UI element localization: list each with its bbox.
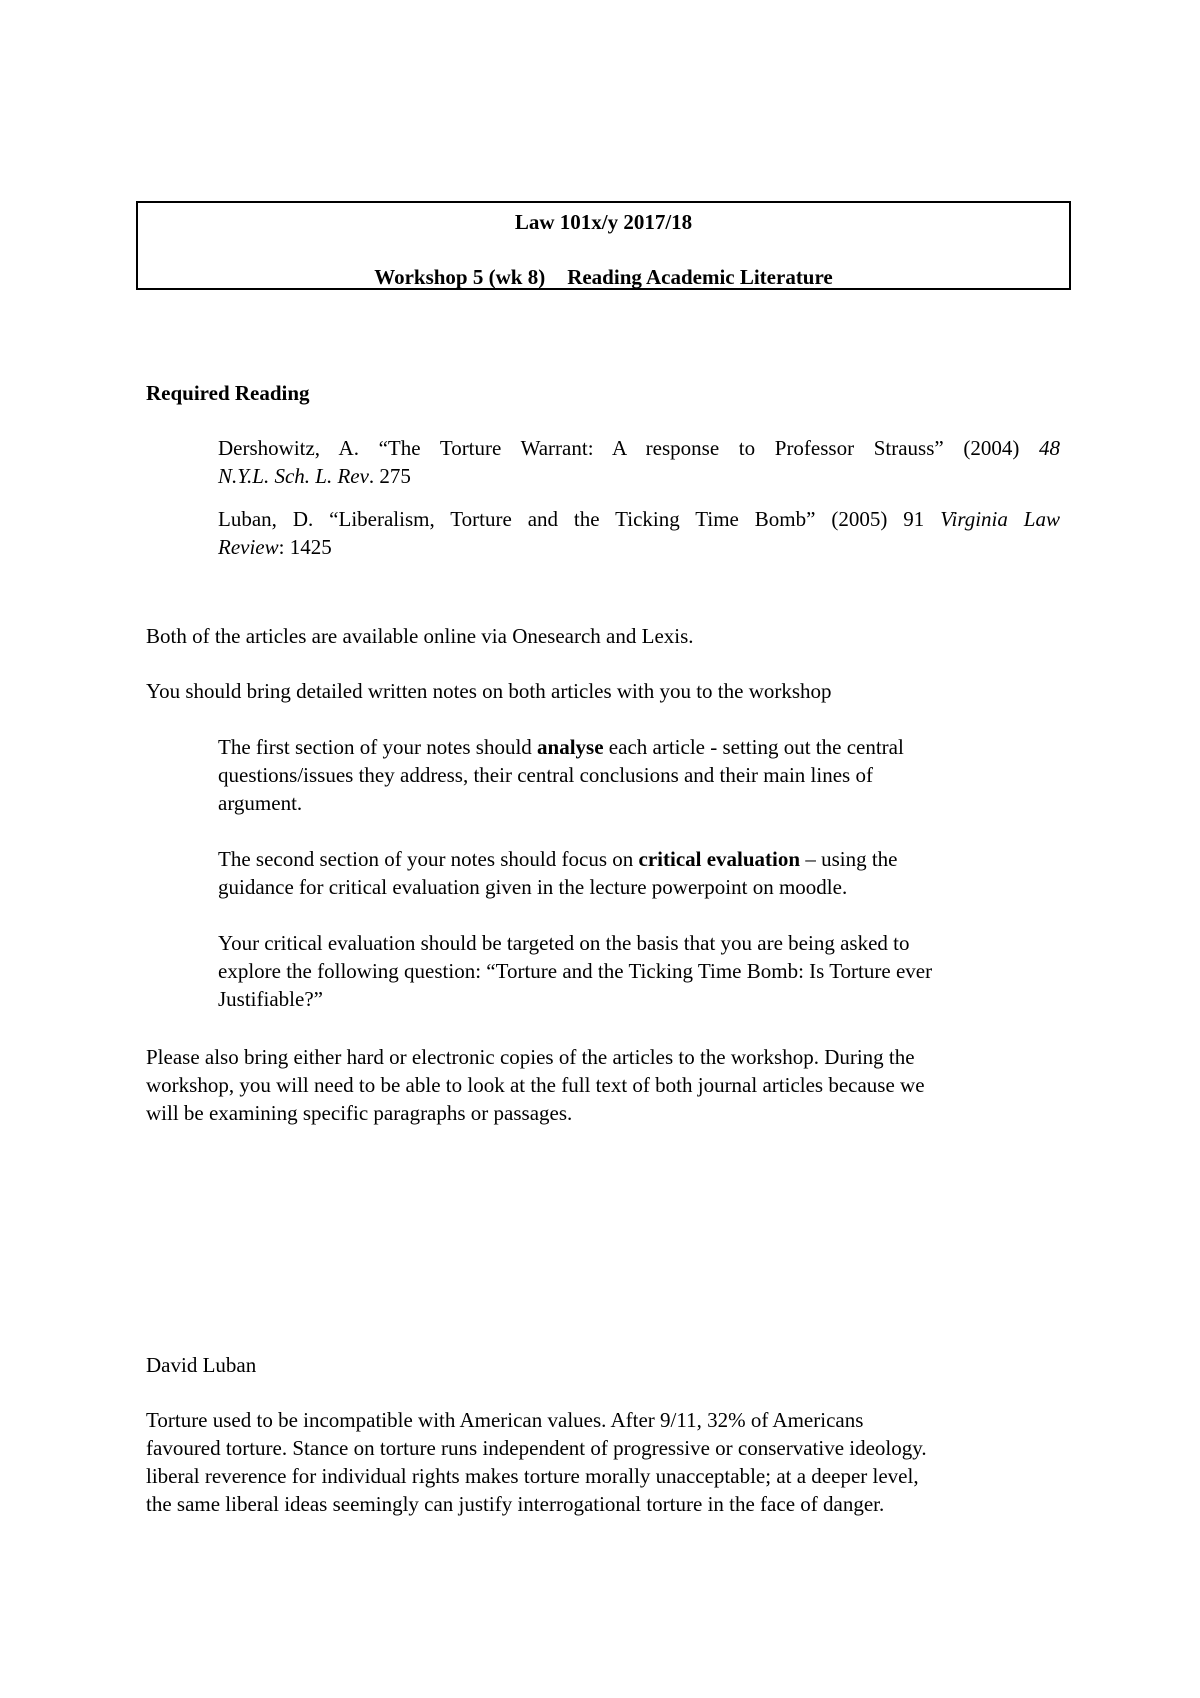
workshop-number: Workshop 5 (wk 8) (374, 265, 546, 289)
notes-first-section: The first section of your notes should analyse each article - setting out the central questions/issues they address, their central conclusions and their main lines of argument. (218, 735, 904, 815)
reference-line: Review: 1425 (218, 535, 332, 559)
analyse-emphasis: analyse (537, 735, 604, 759)
reference-line: Dershowitz, A. “The Torture Warrant: A response to Professor Strauss” (2004) 48 (218, 436, 1061, 460)
online-availability-text: Both of the articles are available online via Onesearch and Lexis. (146, 624, 694, 648)
reference-luban (218, 505, 1060, 561)
workshop-title (138, 265, 1069, 290)
reference-line: N.Y.L. Sch. L. Rev. 275 (218, 464, 411, 488)
author-heading: David Luban (146, 1353, 257, 1377)
bring-notes-text: You should bring detailed written notes on both articles with you to the workshop (146, 679, 832, 703)
course-title: Law 101x/y 2017/18 (514, 210, 693, 234)
reference-dershowitz (218, 434, 1060, 490)
critical-evaluation-emphasis: critical evaluation (638, 847, 801, 871)
notes-second-section: The second section of your notes should focus on critical evaluation – using the guidance for critical evaluation given in the lecture powerpoint on moodle. (218, 847, 898, 899)
luban-summary-paragraph: Torture used to be incompatible with American values. After 9/11, 32% of Americans favoured torture. Stance on torture runs independent of progressive or conservative ideology. liberal reverence for individual rights makes torture morally unacceptable; at a deeper level, the same liberal ideas seemingly can justify interrogational torture in the face of danger. (146, 1408, 927, 1516)
critical-evaluation-question: Your critical evaluation should be targeted on the basis that you are being asked to explore the following question: “Torture and the Ticking Time Bomb: Is Torture ever Justifiable?” (218, 931, 933, 1011)
reference-line: Luban, D. “Liberalism, Torture and the Ticking Time Bomb” (2005) 91 Virginia Law (218, 507, 1060, 531)
required-reading-heading: Required Reading (146, 381, 310, 405)
bring-copies-paragraph: Please also bring either hard or electronic copies of the articles to the workshop. During the workshop, you will need to be able to look at the full text of both journal articles because we will be examining specific paragraphs or passages. (146, 1045, 925, 1125)
title-box (136, 201, 1071, 290)
workshop-topic: Reading Academic Literature (567, 265, 833, 289)
